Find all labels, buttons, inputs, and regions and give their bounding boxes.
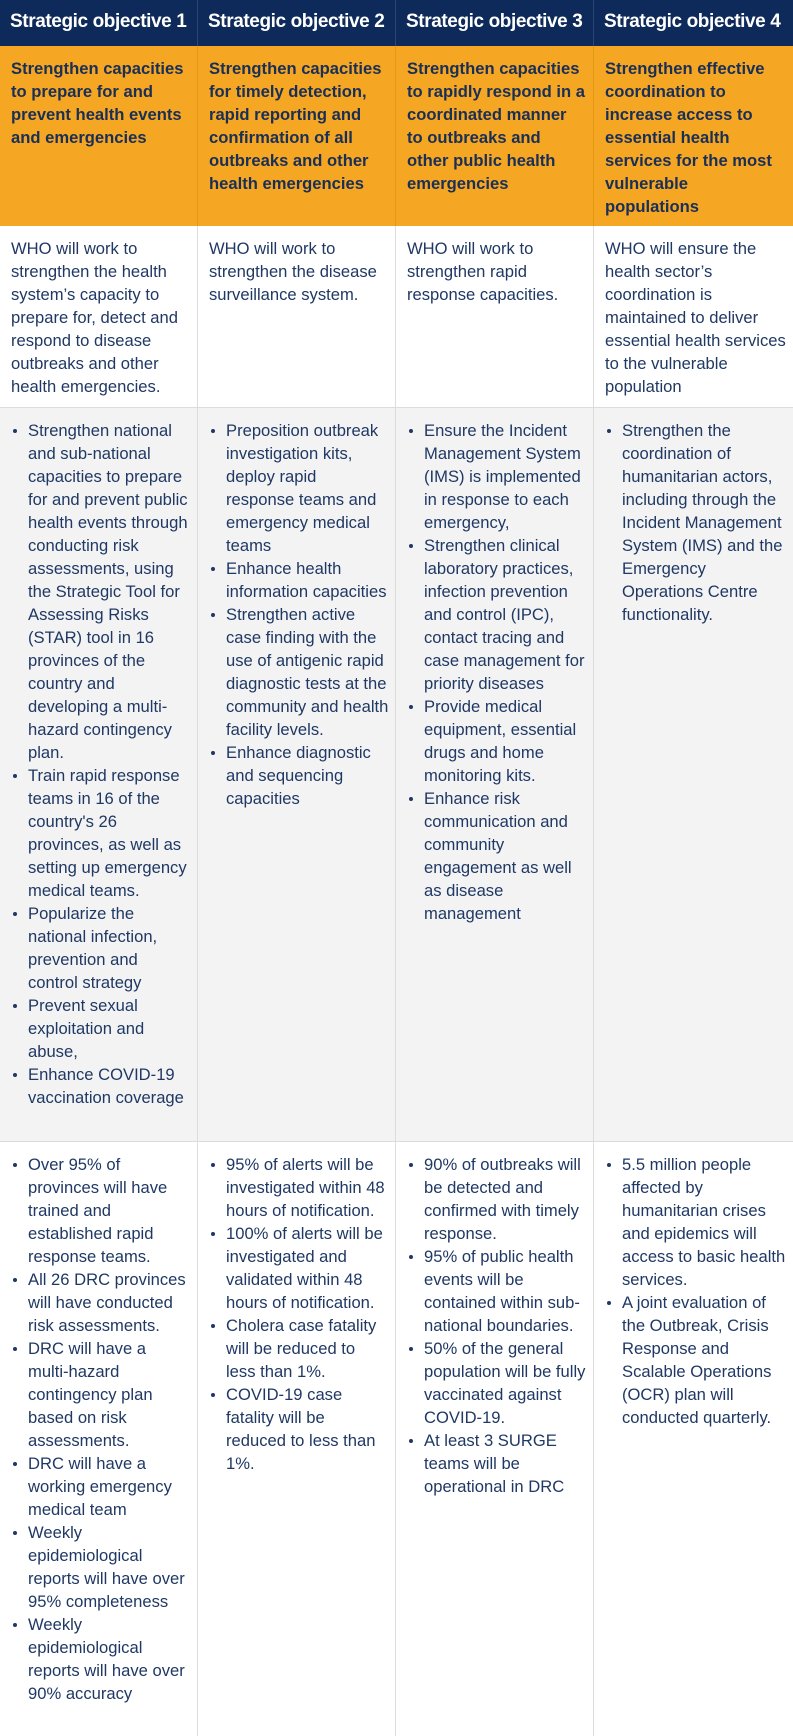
- action-item: Ensure the Incident Management System (IMS) is implemented in response to each emergency,: [407, 419, 587, 534]
- header-objective-1: Strategic objective 1: [0, 0, 198, 46]
- outcome-item: COVID-19 case fatality will be reduced to less than 1%.: [209, 1383, 389, 1475]
- actions-list-2: [209, 419, 389, 810]
- description-4: WHO will ensure the health sector’s coordination is maintained to deliver essential health services to the vulnerable population: [594, 226, 793, 408]
- outcome-item: DRC will have a multi-hazard contingency plan based on risk assessments.: [11, 1337, 191, 1452]
- description-2: WHO will work to strengthen the disease surveillance system.: [198, 226, 396, 408]
- outcomes-list-1: [11, 1153, 191, 1705]
- outcome-item: At least 3 SURGE teams will be operational in DRC: [407, 1429, 587, 1498]
- description-3: WHO will work to strengthen rapid response capacities.: [396, 226, 594, 408]
- header-objective-4: Strategic objective 4: [594, 0, 793, 46]
- objective-3: Strengthen capacities to rapidly respond in a coordinated manner to outbreaks and other public health emergencies: [396, 46, 594, 226]
- action-item: Strengthen active case finding with the use of antigenic rapid diagnostic tests at the community and health facility levels.: [209, 603, 389, 741]
- outcome-item: DRC will have a working emergency medical team: [11, 1452, 191, 1521]
- actions-cell-4: [594, 408, 793, 1142]
- outcome-item: A joint evaluation of the Outbreak, Crisis Response and Scalable Operations (OCR) plan will conducted quarterly.: [605, 1291, 787, 1429]
- objective-4: Strengthen effective coordination to increase access to essential health services for the most vulnerable populations: [594, 46, 793, 226]
- outcome-item: 50% of the general population will be fully vaccinated against COVID-19.: [407, 1337, 587, 1429]
- actions-list-4: [605, 419, 787, 626]
- outcome-item: Weekly epidemiological reports will have over 90% accuracy: [11, 1613, 191, 1705]
- action-item: Prevent sexual exploitation and abuse,: [11, 994, 191, 1063]
- header-objective-3: Strategic objective 3: [396, 0, 594, 46]
- action-item: Enhance health information capacities: [209, 557, 389, 603]
- outcomes-cell-4: [594, 1142, 793, 1736]
- action-item: Enhance diagnostic and sequencing capacities: [209, 741, 389, 810]
- action-item: Enhance COVID-19 vaccination coverage: [11, 1063, 191, 1109]
- action-item: Preposition outbreak investigation kits, deploy rapid response teams and emergency medical teams: [209, 419, 389, 557]
- outcome-item: 95% of public health events will be contained within sub-national boundaries.: [407, 1245, 587, 1337]
- objective-2: Strengthen capacities for timely detection, rapid reporting and confirmation of all outbreaks and other health emergencies: [198, 46, 396, 226]
- actions-cell-1: [0, 408, 198, 1142]
- outcome-item: All 26 DRC provinces will have conducted risk assessments.: [11, 1268, 191, 1337]
- outcome-item: 90% of outbreaks will be detected and confirmed with timely response.: [407, 1153, 587, 1245]
- objective-1: Strengthen capacities to prepare for and prevent health events and emergencies: [0, 46, 198, 226]
- outcome-item: 5.5 million people affected by humanitarian crises and epidemics will access to basic health services.: [605, 1153, 787, 1291]
- actions-cell-2: [198, 408, 396, 1142]
- outcome-item: Weekly epidemiological reports will have over 95% completeness: [11, 1521, 191, 1613]
- outcomes-cell-3: [396, 1142, 594, 1736]
- outcome-item: Cholera case fatality will be reduced to less than 1%.: [209, 1314, 389, 1383]
- actions-list-1: [11, 419, 191, 1109]
- header-objective-2: Strategic objective 2: [198, 0, 396, 46]
- action-item: Strengthen clinical laboratory practices, infection prevention and control (IPC), contact tracing and case management for priority diseases: [407, 534, 587, 695]
- actions-list-3: [407, 419, 587, 925]
- outcomes-cell-1: [0, 1142, 198, 1736]
- outcomes-list-2: [209, 1153, 389, 1475]
- action-item: Train rapid response teams in 16 of the country's 26 provinces, as well as setting up emergency medical teams.: [11, 764, 191, 902]
- outcome-item: 100% of alerts will be investigated and validated within 48 hours of notification.: [209, 1222, 389, 1314]
- action-item: Strengthen national and sub-national capacities to prepare for and prevent public health events through conducting risk assessments, using the Strategic Tool for Assessing Risks (STAR) tool in 16 provinces of the country and developing a multi-hazard contingency plan.: [11, 419, 191, 764]
- action-item: Enhance risk communication and community engagement as well as disease management: [407, 787, 587, 925]
- action-item: Provide medical equipment, essential drugs and home monitoring kits.: [407, 695, 587, 787]
- outcomes-cell-2: [198, 1142, 396, 1736]
- description-1: WHO will work to strengthen the health system’s capacity to prepare for, detect and respond to disease outbreaks and other health emergencies.: [0, 226, 198, 408]
- actions-cell-3: [396, 408, 594, 1142]
- outcomes-list-4: [605, 1153, 787, 1429]
- outcome-item: Over 95% of provinces will have trained and established rapid response teams.: [11, 1153, 191, 1268]
- outcome-item: 95% of alerts will be investigated within 48 hours of notification.: [209, 1153, 389, 1222]
- outcomes-list-3: [407, 1153, 587, 1498]
- action-item: Popularize the national infection, prevention and control strategy: [11, 902, 191, 994]
- action-item: Strengthen the coordination of humanitarian actors, including through the Incident Management System (IMS) and the Emergency Operations Centre functionality.: [605, 419, 787, 626]
